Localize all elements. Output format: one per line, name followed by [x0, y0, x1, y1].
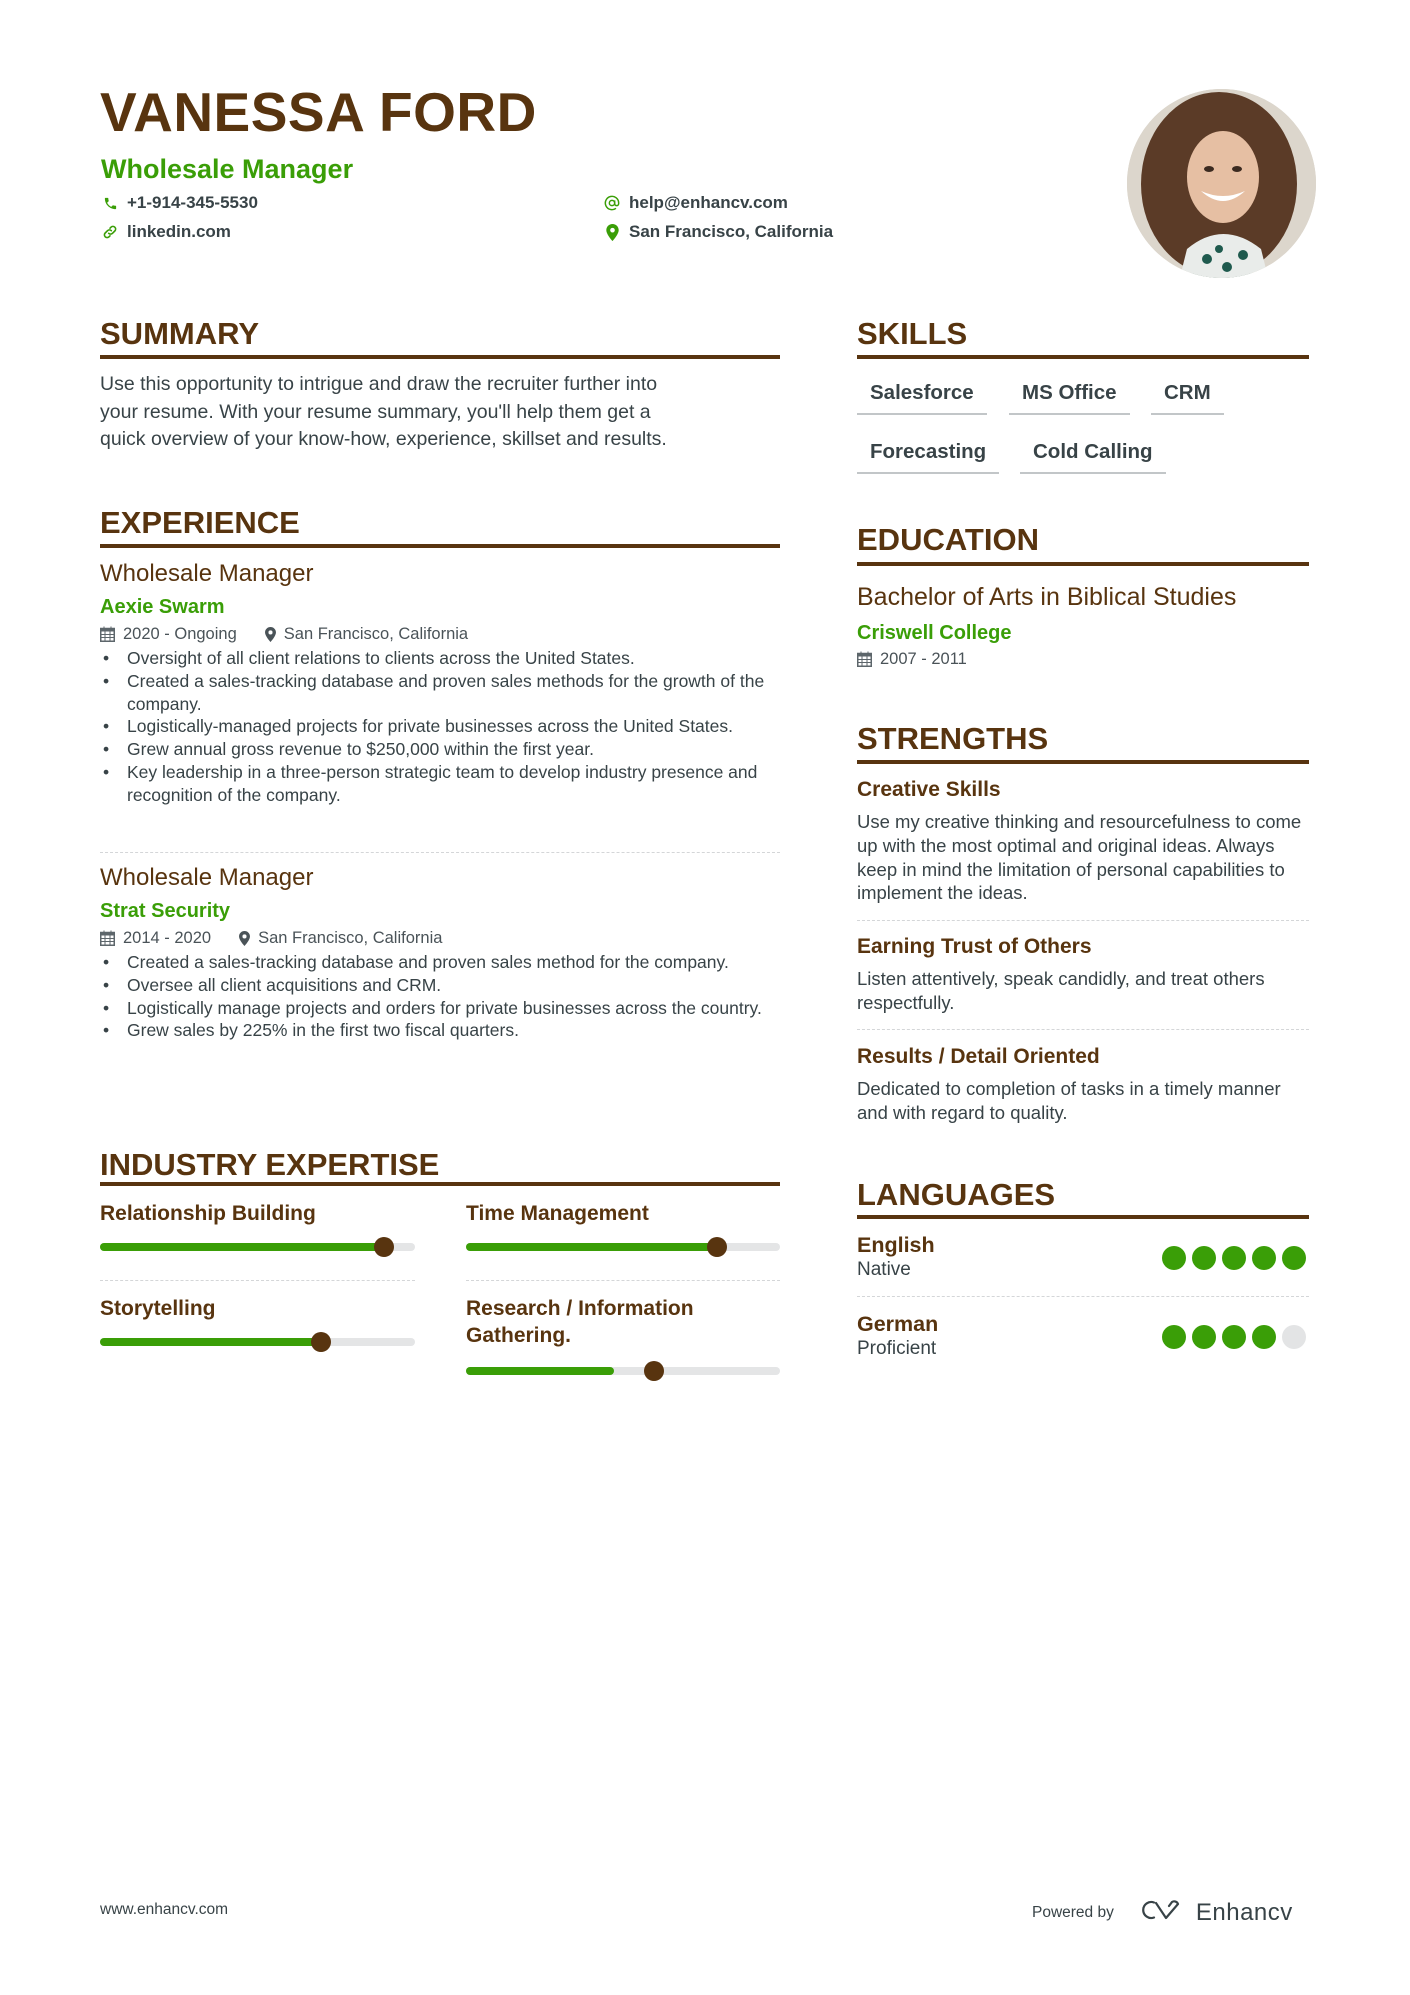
summary-divider [100, 355, 780, 359]
skill-tag: Salesforce [857, 377, 987, 415]
candidate-name: VANESSA FORD [100, 81, 537, 143]
rating-dot-filled [1222, 1325, 1246, 1349]
link-text: linkedin.com [127, 222, 231, 241]
location-text: San Francisco, California [629, 222, 834, 241]
footer-website-link[interactable]: www.enhancv.com [100, 1901, 229, 1918]
rating-dot-filled [1162, 1246, 1186, 1270]
footer-powered-by[interactable] [1032, 1898, 1293, 1927]
skills-heading: SKILLS [857, 316, 968, 351]
strength-separator [857, 1029, 1309, 1030]
rating-dot-filled [1282, 1246, 1306, 1270]
strength-title: Results / Detail Oriented [857, 1045, 1100, 1068]
job-bullet: • Grew annual gross revenue to $250,000 within the first year. [100, 738, 780, 761]
education-divider [857, 562, 1309, 566]
contact-location [603, 221, 833, 243]
language-separator [857, 1296, 1309, 1297]
languages-divider [857, 1215, 1309, 1219]
strength-separator [857, 920, 1309, 921]
strength-text: Listen attentively, speak candidly, and treat others respectfully. [857, 968, 1265, 1013]
job-bullet: • Grew sales by 225% in the first two fiscal quarters. [100, 1019, 780, 1042]
email-text: help@enhancv.com [629, 193, 788, 212]
calendar-icon [100, 626, 115, 642]
job-bullet: • Logistically-managed projects for private businesses across the United States. [100, 715, 780, 738]
job-bullet: • Created a sales-tracking database and proven sales method for the company. [100, 951, 780, 974]
skill-tag: CRM [1151, 377, 1224, 415]
language-item [857, 1232, 935, 1282]
job-dates: 2014 - 2020 [123, 929, 212, 947]
strength-item [857, 934, 1277, 1015]
expertise-separator [100, 1280, 415, 1281]
rating-dot-filled [1252, 1325, 1276, 1349]
rating-dot-filled [1162, 1325, 1186, 1349]
job-bullet: • Created a sales-tracking database and proven sales methods for the growth of the company. [100, 670, 780, 716]
contact-phone[interactable] [101, 192, 258, 214]
enhancv-brand: Enhancv [1195, 1898, 1293, 1926]
expertise-knob [644, 1361, 664, 1381]
job-bullet: • Logistically manage projects and orders for private businesses across the country. [100, 997, 780, 1020]
language-rating-german [1162, 1325, 1306, 1349]
strength-item [857, 1044, 1287, 1125]
language-name: English [857, 1233, 935, 1257]
profile-photo [1127, 89, 1316, 278]
rating-dot-filled [1252, 1246, 1276, 1270]
enhancv-logo-icon [1140, 1898, 1186, 1927]
phone-icon [101, 194, 119, 212]
expertise-knob [707, 1237, 727, 1257]
skill-tag: Cold Calling [1020, 436, 1166, 474]
at-icon [603, 194, 621, 212]
language-item [857, 1311, 938, 1361]
job-bullet: • Oversight of all client relations to clients across the United States. [100, 647, 780, 670]
strength-item [857, 777, 1312, 905]
rating-dot-filled [1192, 1246, 1216, 1270]
education-meta [857, 648, 967, 670]
summary-text: Use this opportunity to intrigue and draw the recruiter further into your resume. With your resume summary, you'll help them get a quick overview of your know-how, experience, skillset and results. [100, 373, 667, 450]
expertise-bar-storytelling [100, 1338, 415, 1346]
expertise-knob [374, 1237, 394, 1257]
language-name: German [857, 1312, 939, 1336]
expertise-label: Time Management [466, 1202, 649, 1225]
skills-divider [857, 355, 1309, 359]
strength-title: Earning Trust of Others [857, 935, 1092, 958]
job-separator [100, 852, 780, 853]
expertise-bar-research [466, 1367, 780, 1375]
rating-dot-filled [1192, 1325, 1216, 1349]
candidate-title: Wholesale Manager [101, 154, 354, 184]
expertise-knob [311, 1332, 331, 1352]
expertise-label: Relationship Building [100, 1202, 316, 1225]
calendar-icon [100, 930, 115, 946]
powered-by-label: Powered by [1032, 1903, 1114, 1921]
skill-tag: Forecasting [857, 436, 999, 474]
education-dates: 2007 - 2011 [880, 650, 967, 668]
job-bullet: • Key leadership in a three-person strategic team to develop industry presence and recognition of the company. [100, 761, 780, 807]
strengths-divider [857, 760, 1309, 764]
education-school[interactable]: Criswell College [857, 622, 1012, 644]
job-title: Wholesale Manager [100, 560, 314, 587]
expertise-bar-relationship-building [100, 1243, 415, 1251]
job-bullets [100, 951, 780, 1042]
strengths-heading: STRENGTHS [857, 721, 1049, 756]
rating-dot-filled [1222, 1246, 1246, 1270]
experience-heading: EXPERIENCE [100, 505, 300, 540]
contact-email[interactable] [603, 192, 788, 214]
expertise-label: Research / Information Gathering. [466, 1297, 694, 1347]
job-bullet: • Oversee all client acquisitions and CRM. [100, 974, 780, 997]
summary-heading: SUMMARY [100, 316, 260, 351]
language-rating-english [1162, 1246, 1306, 1270]
map-pin-icon [239, 931, 250, 946]
strength-text: Use my creative thinking and resourcefulness to come up with the most optimal and original ideas. Always keep in mind the limitation of personal capabilities to implement the ideas. [857, 811, 1302, 904]
education-degree: Bachelor of Arts in Biblical Studies [857, 583, 1237, 611]
expertise-separator [466, 1280, 780, 1281]
strength-title: Creative Skills [857, 778, 1001, 801]
strength-text: Dedicated to completion of tasks in a timely manner and with regard to quality. [857, 1078, 1281, 1123]
job-dates: 2020 - Ongoing [123, 625, 237, 643]
job-meta [100, 623, 780, 645]
job-meta [100, 927, 780, 949]
calendar-icon [857, 651, 872, 667]
expertise-bar-time-management [466, 1243, 780, 1251]
skill-tag: MS Office [1009, 377, 1130, 415]
contact-link[interactable] [101, 221, 231, 243]
phone-text: +1-914-345-5530 [127, 193, 258, 212]
experience-divider [100, 544, 780, 548]
rating-dot-empty [1282, 1325, 1306, 1349]
expertise-label: Storytelling [100, 1297, 216, 1320]
map-pin-icon [603, 223, 621, 241]
job-title: Wholesale Manager [100, 864, 314, 891]
education-heading: EDUCATION [857, 522, 1039, 557]
job-entry [100, 559, 780, 807]
job-company[interactable]: Strat Security [100, 900, 231, 922]
job-bullets [100, 647, 780, 807]
job-company[interactable]: Aexie Swarm [100, 596, 225, 618]
industry-expertise-heading: INDUSTRY EXPERTISE [100, 1147, 440, 1182]
language-level: Proficient [857, 1338, 937, 1359]
map-pin-icon [265, 627, 276, 642]
languages-heading: LANGUAGES [857, 1177, 1056, 1212]
job-location: San Francisco, California [265, 623, 468, 645]
industry-expertise-divider [100, 1182, 780, 1186]
job-entry [100, 863, 780, 1042]
link-icon [101, 223, 119, 241]
job-location: San Francisco, California [239, 927, 442, 949]
language-level: Native [857, 1259, 911, 1280]
